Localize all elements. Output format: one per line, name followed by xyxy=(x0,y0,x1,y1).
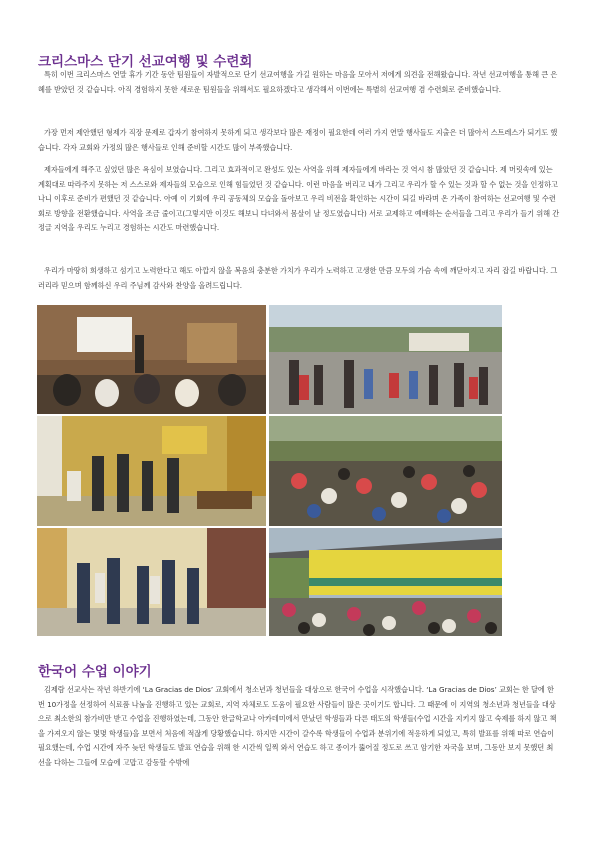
photo-outdoor-children-circle xyxy=(269,305,502,414)
section-title-korean-class: 한국어 수업 이야기 xyxy=(38,664,152,680)
photo-yellow-pavilion-crowd xyxy=(269,528,502,636)
paragraph: 제자들에게 해주고 싶었던 많은 욕심이 보였습니다. 그리고 효과적이고 완성도 있는 사역을 위해 제자들에게 바라는 것 역시 참 많았던 것 같습니다. 제 머릿속에 있는 계획대로 따라주지 못하는 저 스스로와 제자들의 모습으로 인해 힘들었던 것 같습니다. 이런 마음을 버리고 내가 그리고 우리가 할 수 있는 것과 할 수 없는 것을 인정하고 나니 이후로 준비가 편했던 것 같습니다. 아예 이 기회에 우리 공동체의 모습을 돌아보고 우리 비전을 확인하는 시간이 되길 바라며 온 가족이 참여하는 선교여행 및 수련회로 방향을 전환했습니다. 사역을 조금 줄이고(그렇지만 이것도 해보니 다녀와서 몸살이 날 정도였습니다) 서로 교제하고 예배하는 순서들을 그리고 우리가 들기 위해 간 정글 지역을 우리도 누리고 경험하는 시간도 마련했습니다. xyxy=(38,165,560,233)
photo-classroom-presentation xyxy=(37,305,266,414)
photo-couples-dancing xyxy=(37,528,266,636)
paragraph: 특히 이번 크리스마스 연말 휴가 기간 동안 팀원들이 자발적으로 단기 선교여행을 가길 원하는 마음을 모아서 저에게 의견을 전해왔습니다. 작년 선교여행을 통해 큰 은혜를 받았던 것 같습니다. 아직 경험하지 못한 새로운 팀원들을 위해서도 필요하겠다고 생각해서 이번에는 특별히 선교여행 겸 수련회로 준비했습니다. xyxy=(38,70,558,94)
paragraph: 우리가 마땅히 희생하고 섬기고 노력한다고 해도 아깝지 않을 복음의 충분한 가치가 우리가 노력하고 고생한 만큼 모두의 가슴 속에 깨닫아지고 자리 잡길 바랍니다. 그러리라 믿으며 함께하신 우리 주님께 감사와 찬양을 올려드립니다. xyxy=(38,266,558,290)
photo-crowd-gathering xyxy=(269,416,502,526)
section-title-christmas-mission: 크리스마스 단기 선교여행 및 수련회 xyxy=(38,54,253,70)
paragraph: 김제람 선교사는 작년 하반기에 ‘La Gracias de Dios’ 교회에서 청소년과 청년들을 대상으로 한국어 수업을 시작했습니다. ‘La Gracias de Dios’ 교회는 한 달에 한 번 10가정을 선정하여 식료품 나눔을 진행하고 있는 교회로, 지역 자체로도 도움이 필요한 사람들이 많은 곳이기도 합니다. 그 때문에 이 지역의 청소년과 청년들을 대상으로 최소한의 참가비만 받고 수업을 진행하였는데, 그동안 한글학교나 아카데미에서 만났던 학생들과 다른 태도의 학생들(수업 시간을 지키지 않고 숙제를 하지 않고 책을 가져오지 않는 몇몇 학생들)을 보면서 처음에 적잖게 당황했습니다. 하지만 시간이 갈수록 학생들이 수업과 분위기에 적응하게 되었고, 특히 발표를 위해 따로 연습이 필요했는데, 수업 시간에 자주 늦던 학생들도 발표 연습을 위해 한 시간씩 일찍 와서 연습도 하고 종이가 뚫어질 정도로 쓰고 암기한 자국을 보며, 그동안 보지 못했던 최선을 다하는 그들에 모습에 고맙고 감동할 수밖에 xyxy=(38,685,557,767)
photo-indoor-group-dance xyxy=(37,416,266,526)
paragraph: 가장 먼저 제안했던 형제가 직장 문제로 갑자기 참여하지 못하게 되고 생각보다 많은 재정이 필요한데 여러 가지 연말 행사들도 지출은 더 많아서 스트레스가 되기도 했습니다. 각자 교회와 가정의 많은 행사들로 인해 준비할 시간도 많이 부족했습니다. xyxy=(38,128,558,152)
